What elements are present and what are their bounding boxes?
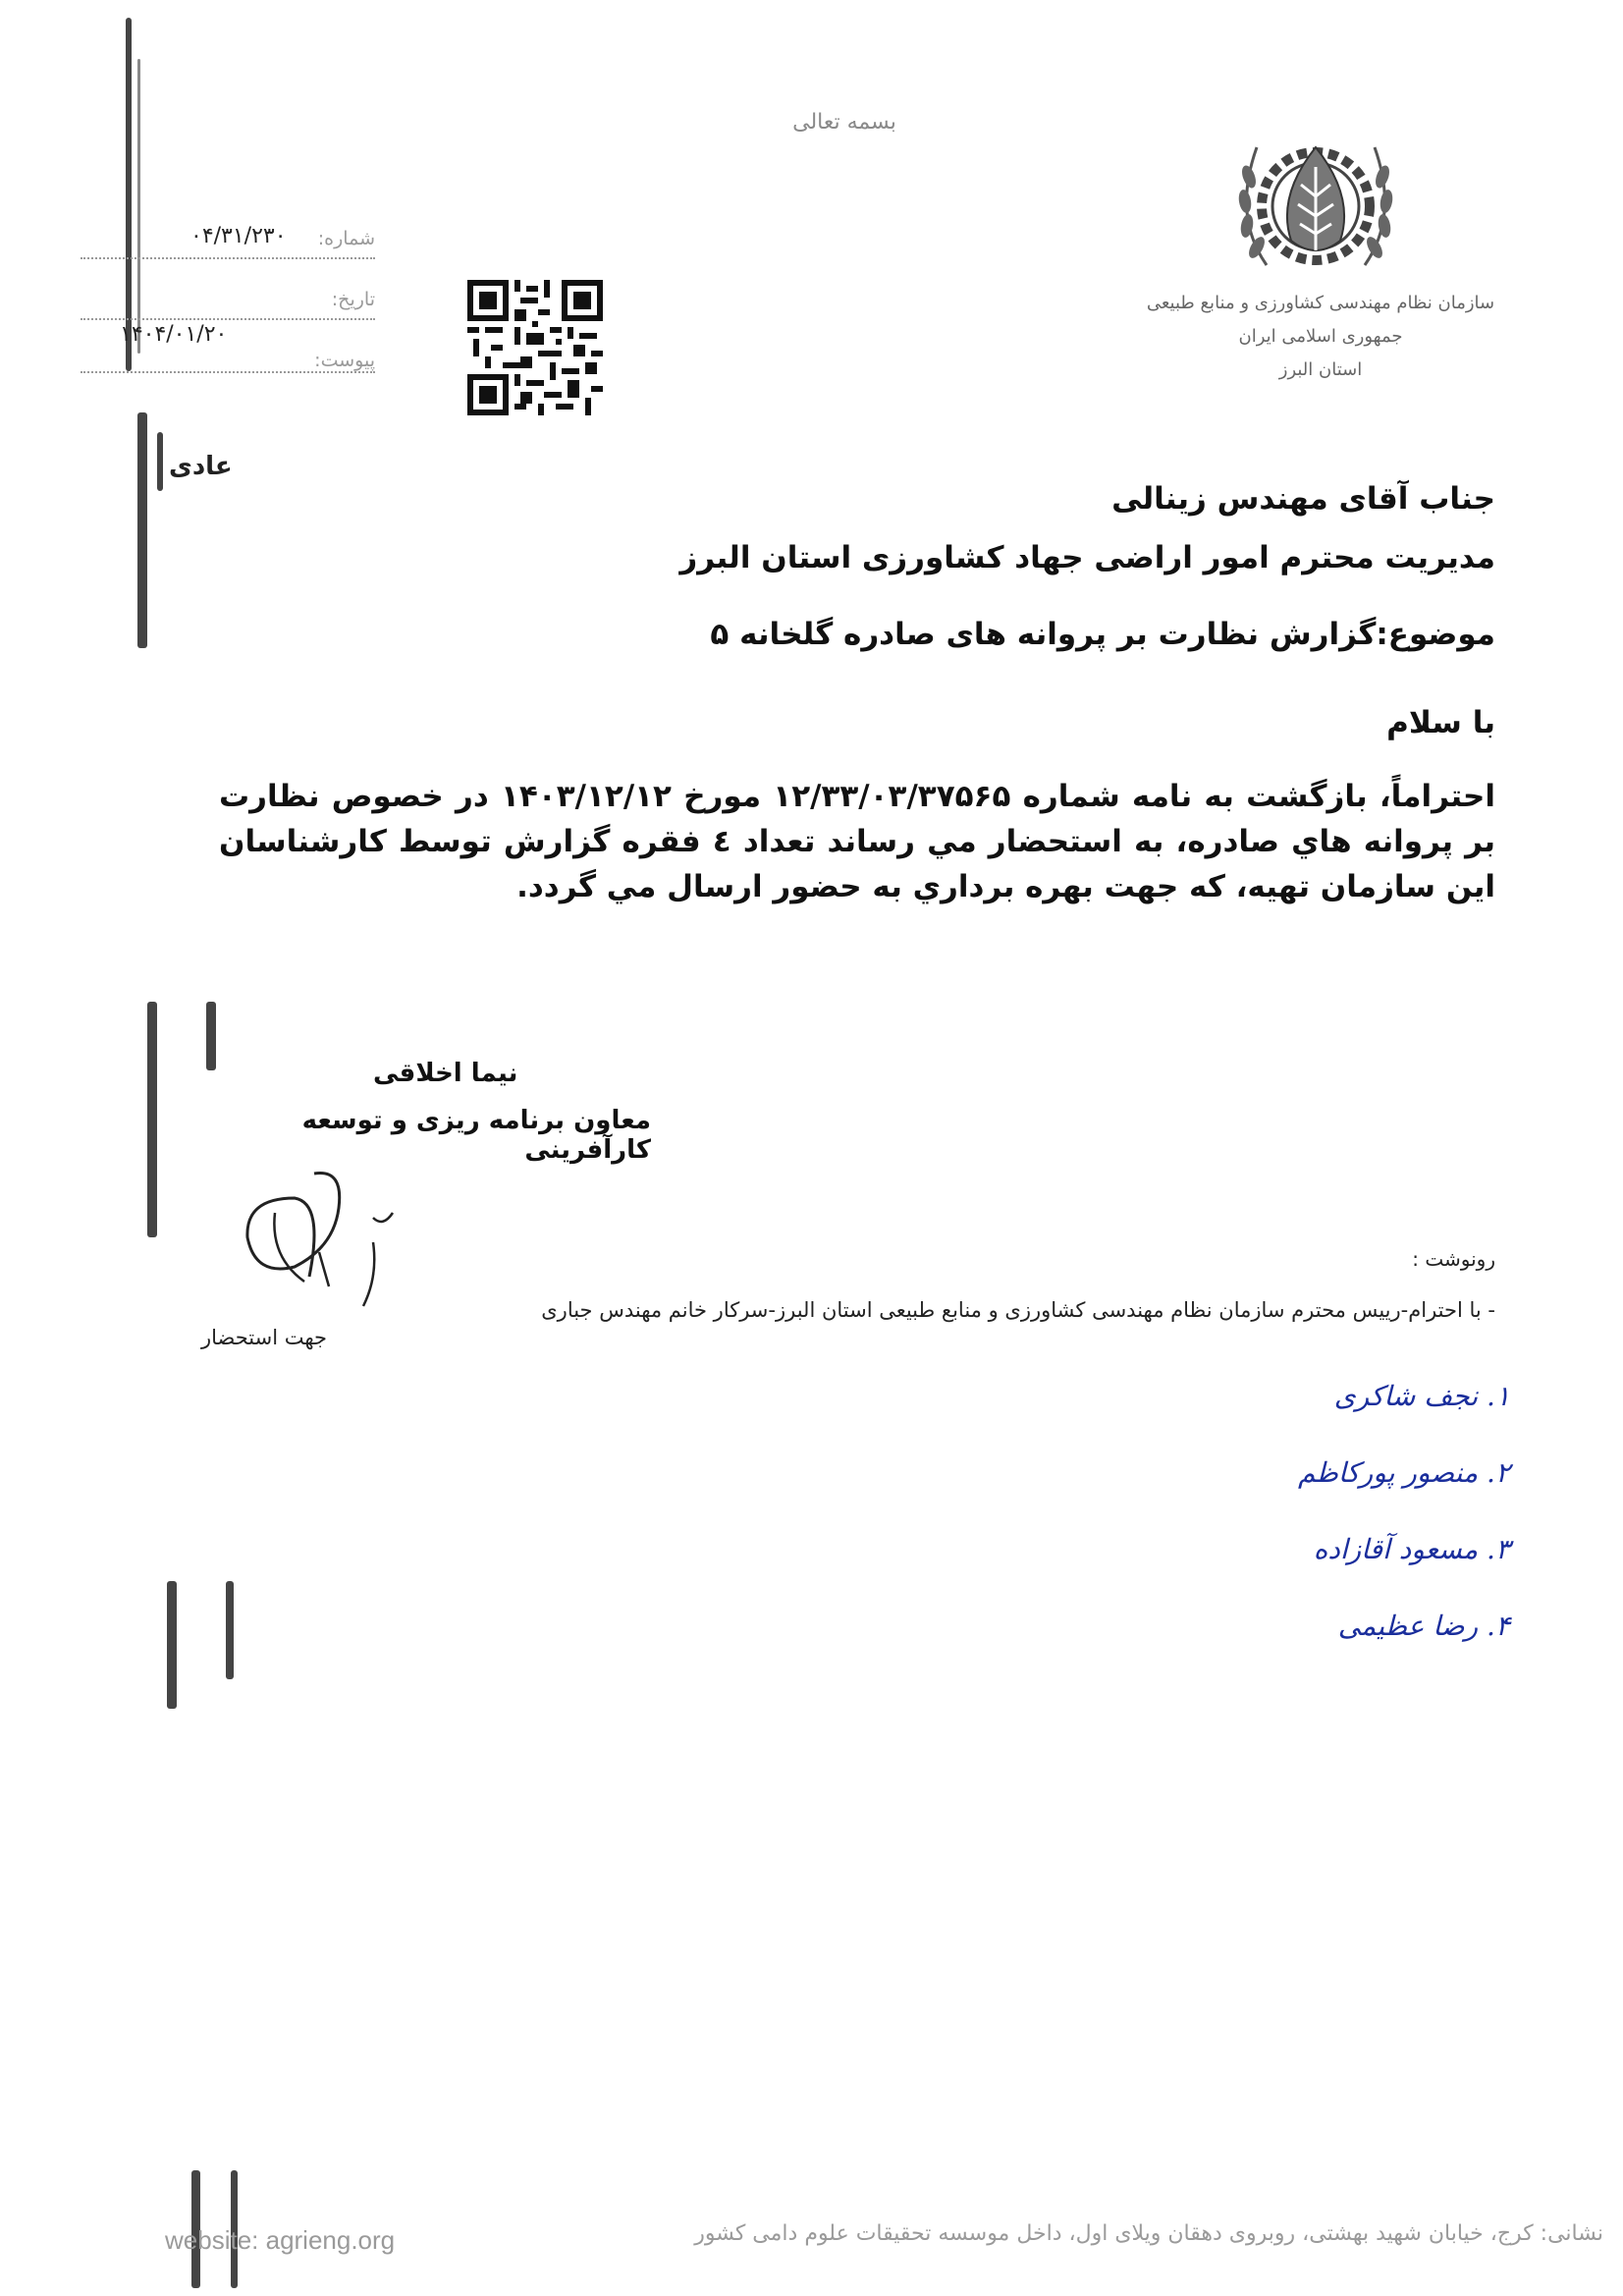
date-label: تاریخ: [331,289,375,310]
handwritten-item: ۱. نجف شاکری [1333,1380,1510,1412]
date-value: ۱۴۰۴/۰۱/۲۰ [120,322,228,347]
org-name-line2: جمهوری اسلامی ایران [1238,326,1403,347]
letter-body: احتراماً، بازگشت به نامه شماره ۱۲/۳۳/۰۳/۳۷۵۶۵ مورخ ۱۴۰۳/۱۲/۱۲ در خصوص نظارت بر پروانه هاي صادره، به استحضار مي رساند تعداد ٤ فقره گزارش توسط کارشناسان اين سازمان تهيه، که جهت بهره برداري به حضور ارسال مي گردد. [219,779,1496,904]
recipient-department: مدیریت محترم امور اراضی جهاد کشاورزی استان البرز [679,540,1495,575]
cc-label: رونوشت : [1412,1247,1495,1271]
basmala: بسمه تعالی [792,110,896,135]
handwritten-item: ۴. رضا عظیمی [1337,1610,1510,1642]
handwritten-item: ۲. منصور پورکاظم [1297,1456,1510,1489]
cc-recipient-line: - با احترام-رییس محترم سازمان نظام مهندسی کشاورزی و منابع طبیعی استان البرز-سرکار خانم مهندس جباری [541,1298,1495,1322]
classification-note: عادی [169,452,233,481]
signatory-title: معاون برنامه ریزی و توسعه کارآفرینی [301,1106,651,1165]
footer-website: website: agrieng.org [165,2225,396,2255]
signatory-name: نیما اخلاقی [373,1059,518,1088]
footer-address: نشانی: کرج، خیابان شهید بهشتی، روبروی دهقان ویلای اول، داخل موسسه تحقیقات علوم دامی کشور [694,2221,1603,2246]
recipient-name: جناب آقای مهندس زینالی [1111,481,1495,517]
organization-logo [1227,108,1404,295]
attachment-label: پیوست: [314,350,375,371]
org-name-line1: سازمان نظام مهندسی کشاورزی و منابع طبیعی [1146,293,1495,313]
org-name-line3: استان البرز [1278,359,1363,380]
handwritten-list [1216,1380,1510,1686]
qr-code [467,280,603,415]
letter-subject: موضوع:گزارش نظارت بر پروانه های صادره گلخانه ۵ [710,617,1495,652]
cc-purpose: جهت استحضار [201,1326,328,1349]
number-value: ۰۴/۳۱/۲۳۰ [190,224,287,248]
greeting: با سلام [1386,705,1495,740]
handwritten-item: ۳. مسعود آقازاده [1313,1533,1510,1565]
number-label: شماره: [317,228,375,249]
